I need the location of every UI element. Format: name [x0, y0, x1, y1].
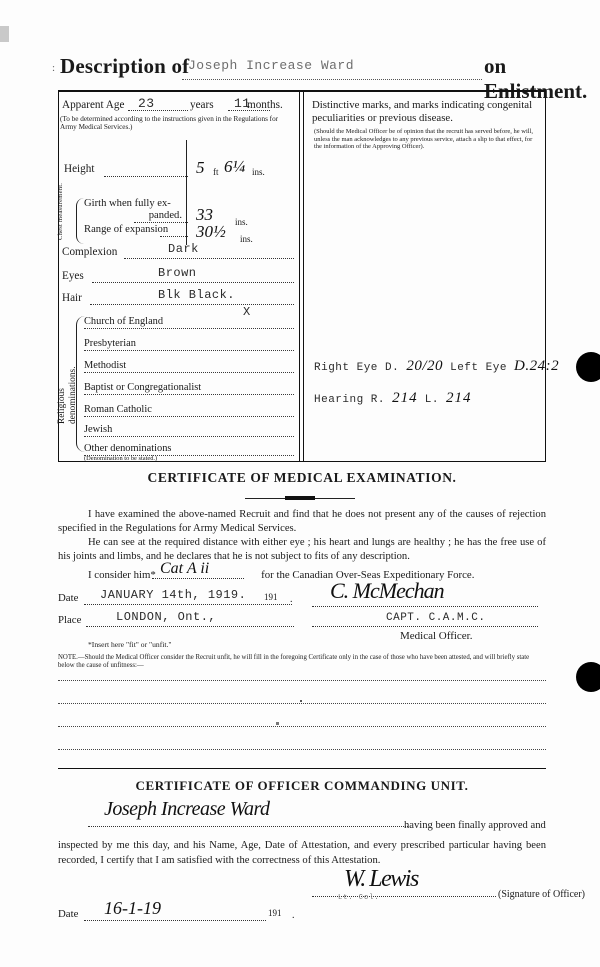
distinctive-marks-heading: Distinctive marks, and marks indicating congenital peculiarities or previous disease.	[312, 99, 533, 125]
range-value: 30½	[196, 222, 226, 241]
religion-name: Other denominations	[84, 443, 172, 454]
age-years-value: 23	[138, 96, 155, 111]
height-label: Height	[64, 163, 95, 175]
hair-value: Blk Black.	[158, 288, 236, 302]
margin-mark: :	[52, 62, 56, 74]
girth-label-line2: panded.	[148, 210, 182, 222]
hearing-right-value: 214	[392, 390, 418, 406]
recruit-signature-rule	[88, 826, 408, 827]
religion-name: Roman Catholic	[84, 404, 152, 415]
rank-rule	[312, 626, 538, 627]
medical-date-period: .	[290, 594, 293, 605]
left-eye-label: Left Eye	[450, 362, 507, 374]
consider-line	[58, 568, 546, 582]
religion-label-line2: denominations.	[68, 366, 78, 424]
commanding-date-label: Date	[58, 908, 79, 920]
medical-date-rule	[84, 604, 292, 605]
chest-measurement-text: Chest measurement.	[57, 182, 64, 240]
height-inches-unit: ins.	[252, 167, 265, 177]
insert-fit-note: *Insert here "fit" or "unfit."	[88, 640, 172, 649]
height-feet-unit: ft	[213, 167, 219, 177]
recruit-name-value: Joseph Increase Ward	[188, 58, 355, 73]
months-word: months.	[247, 99, 283, 111]
consider-rule	[152, 578, 244, 579]
hearing-note	[314, 390, 472, 407]
commanding-body-text: inspected by me this day, and his Name, Age, Date of Attestation, and every prescribed particular having been recorded, I certify that I am satisfied with the correctness of this Attestation.	[58, 840, 546, 867]
punch-hole-lower	[576, 662, 600, 692]
left-eye-value: D.24:2	[514, 358, 560, 374]
medical-officer-signature: C. McMechan	[330, 578, 444, 603]
document-title-row	[60, 52, 588, 103]
girth-value: 33	[196, 205, 213, 224]
religion-name: Methodist	[84, 360, 127, 371]
signature-of-officer-label: (Signature of Officer)	[498, 889, 586, 900]
commanding-date-period: .	[292, 910, 295, 921]
right-eye-value: 20/20	[406, 358, 443, 374]
unfit-note: NOTE.—Should the Medical Officer consider the Recruit unfit, he will fill in the foregoing Certificate only in the case of those who have been attested, and will briefly state below the cause of unfitness:—	[58, 654, 530, 670]
blank-line[interactable]	[58, 703, 546, 704]
distinctive-marks-note: (Should the Medical Officer be of opinion that the recruit has served before, he will, unless the man acknowledges to any previous service, attach a slip to that effect, for the information of the Approving Officer).	[314, 128, 534, 151]
range-unit: ins.	[240, 234, 253, 244]
scan-edge-artifact	[0, 26, 9, 42]
religion-rule	[84, 328, 294, 329]
scan-speck	[276, 722, 279, 725]
commanding-date-preprinted: 191	[268, 908, 282, 918]
complexion-label: Complexion	[62, 246, 118, 258]
table-vertical-rule-right	[303, 92, 304, 462]
age-instruction-note: (To be determined according to the instructions given in the Regulations for Army Medical Services.)	[60, 115, 279, 132]
years-word: years	[190, 99, 214, 111]
religion-checkmark: X	[243, 305, 251, 319]
commanding-officer-signature-sub: Lt. Col.	[338, 894, 380, 902]
hearing-left-value: 214	[446, 390, 472, 406]
medical-date-label: Date	[58, 592, 79, 604]
measurement-divider	[186, 140, 187, 245]
blank-line[interactable]	[58, 680, 546, 681]
description-of-label: Description of	[60, 54, 190, 78]
hair-label: Hair	[62, 292, 82, 304]
girth-unit: ins.	[235, 217, 248, 227]
religion-name: Church of England	[84, 316, 164, 327]
religion-name: Jewish	[84, 424, 113, 435]
commanding-date-value: 16-1-19	[104, 898, 161, 918]
commanding-certificate-title: CERTIFICATE OF OFFICER COMMANDING UNIT.	[135, 778, 469, 793]
blank-line[interactable]	[58, 726, 546, 727]
height-rule	[104, 176, 188, 177]
medical-date-preprinted: 191	[264, 592, 278, 602]
religion-rule	[84, 436, 294, 437]
hearing-right-label: Hearing R.	[314, 394, 386, 406]
place-rule	[86, 626, 294, 627]
complexion-rule	[124, 258, 294, 259]
girth-label	[84, 198, 184, 222]
religion-label-line1: Religious	[57, 388, 67, 424]
range-rule	[160, 236, 188, 237]
name-rule	[182, 79, 482, 80]
religion-other-note: (Denomination to be stated.)	[84, 455, 158, 462]
medical-officer-title: Medical Officer.	[400, 630, 473, 642]
eyes-label: Eyes	[62, 270, 84, 282]
commanding-officer-signature: W. Lewis	[344, 866, 418, 892]
girth-rule	[134, 222, 188, 223]
medical-paragraph-2: He can see at the required distance with either eye ; his heart and lungs are healthy ; he has the free use of his joints and limbs, and he declares that he is not subject to fits of any description.	[58, 537, 546, 562]
range-of-expansion-label: Range of expansion	[84, 224, 169, 235]
consider-prefix: I consider him*	[88, 569, 156, 581]
medical-certificate-title: CERTIFICATE OF MEDICAL EXAMINATION.	[147, 470, 457, 485]
religion-name: Presbyterian	[84, 338, 136, 349]
punch-hole-upper	[576, 352, 600, 382]
medical-date-value: JANUARY 14th, 1919.	[100, 588, 247, 602]
height-inches-value: 6¼	[224, 157, 246, 176]
medical-paragraph-1: I have examined the above-named Recruit and find that he does not present any of the causes of rejection specified in the Regulations for Army Medical Services.	[58, 509, 546, 534]
religion-name: Baptist or Congregationalist	[84, 382, 202, 393]
age-years-rule	[128, 110, 188, 111]
hearing-left-label: L.	[424, 394, 439, 406]
girth-label-line1: Girth when fully ex-	[84, 198, 171, 209]
complexion-value: Dark	[168, 242, 199, 256]
medical-category-value: Cat A ii	[160, 560, 210, 577]
right-eye-label: Right Eye D.	[314, 362, 400, 374]
place-label: Place	[58, 614, 82, 626]
medical-signature-rule	[312, 606, 538, 607]
recruit-signature: Joseph Increase Ward	[104, 798, 270, 820]
blank-line[interactable]	[58, 749, 546, 750]
commanding-date-rule	[84, 920, 266, 921]
age-months-value: 11	[234, 96, 251, 111]
religion-rule	[84, 350, 294, 351]
apparent-age-label: Apparent Age	[62, 99, 125, 111]
commanding-text-after-name: having been finally approved and	[404, 820, 546, 831]
place-value: LONDON, Ont.,	[116, 610, 217, 624]
medical-officer-rank: CAPT. C.A.M.C.	[386, 612, 486, 624]
eyes-rule	[92, 282, 294, 283]
hair-rule	[90, 304, 294, 305]
on-enlistment-label: on Enlistment.	[484, 54, 588, 103]
height-feet-value: 5	[196, 158, 205, 177]
section-divider	[58, 768, 546, 769]
religion-rule	[84, 372, 294, 373]
religion-rule	[84, 394, 294, 395]
scan-speck	[300, 700, 302, 702]
religion-rule	[84, 416, 294, 417]
table-vertical-rule-left	[299, 92, 300, 462]
eyesight-note	[314, 358, 559, 375]
consider-suffix: for the Canadian Over-Seas Expeditionary Force.	[261, 569, 475, 581]
ornament-divider	[245, 496, 355, 501]
eyes-value: Brown	[158, 266, 197, 280]
